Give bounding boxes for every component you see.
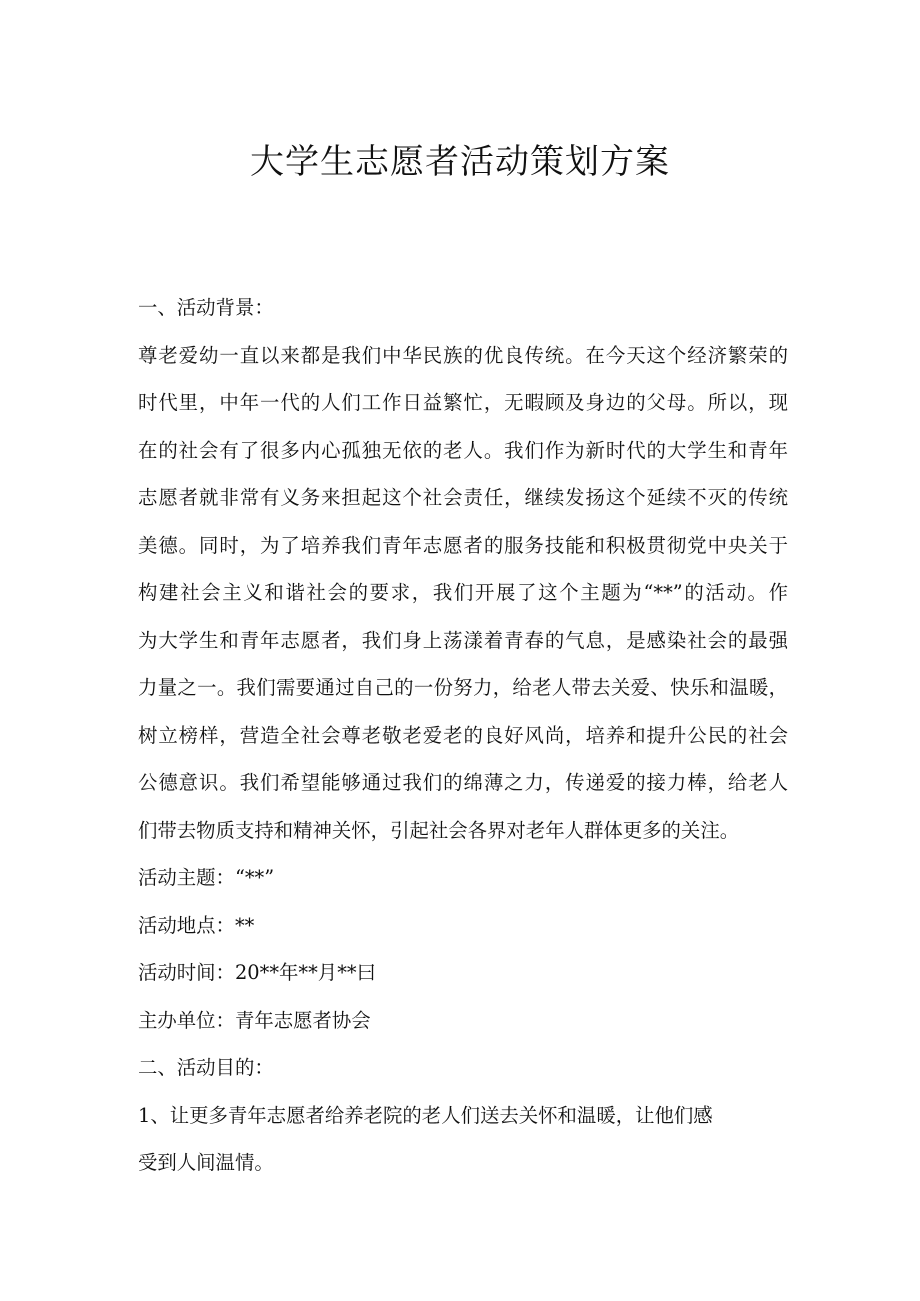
text-line: 一、活动背景： bbox=[138, 296, 274, 319]
text-line: 志愿者就非常有义务来担起这个社会责任，继续发扬这个延续不灭的传统 bbox=[138, 486, 788, 509]
text-line: 活动地点：** bbox=[138, 913, 255, 937]
text-line: 力量之一。我们需要通过自己的一份努力，给老人带去关爱、快乐和温暖， bbox=[138, 676, 788, 699]
text-line: 在的社会有了很多内心孤独无依的老人。我们作为新时代的大学生和青年 bbox=[138, 438, 788, 462]
text-line: 美德。同时，为了培养我们青年志愿者的服务技能和积极贯彻党中央关于 bbox=[138, 533, 788, 557]
text-line: 公德意识。我们希望能够通过我们的绵薄之力，传递爱的接力棒，给老人 bbox=[138, 771, 788, 794]
text-line: 1、让更多青年志愿者给养老院的老人们送去关怀和温暖，让他们感 bbox=[138, 1103, 713, 1127]
text-line: 受到人间温情。 bbox=[138, 1151, 274, 1174]
text-line: 构建社会主义和谐社会的要求，我们开展了这个主题为“**”的活动。作 bbox=[138, 581, 788, 604]
text-line: 活动时间：20**年**月**曰 bbox=[138, 961, 376, 984]
text-line: 们带去物质支持和精神关怀，引起社会各界对老年人群体更多的关注。 bbox=[138, 818, 740, 842]
text-line: 二、活动目的： bbox=[138, 1056, 274, 1079]
document-body bbox=[138, 284, 788, 1187]
text-line: 尊老爱幼一直以来都是我们中华民族的优良传统。在今天这个经济繁荣的 bbox=[138, 343, 788, 367]
text-line: 树立榜样，营造全社会尊老敬老爱老的良好风尚，培养和提升公民的社会 bbox=[138, 723, 788, 747]
text-line: 时代里，中年一代的人们工作日益繁忙，无暇顾及身边的父母。所以，现 bbox=[138, 391, 788, 414]
document-title: 大学生志愿者活动策划方案 bbox=[250, 142, 670, 182]
text-line: 活动主题：“**” bbox=[138, 866, 275, 889]
text-line: 为大学生和青年志愿者，我们身上荡漾着青春的气息，是感染社会的最强 bbox=[138, 628, 788, 652]
text-line: 主办单位：青年志愿者协会 bbox=[138, 1008, 371, 1032]
